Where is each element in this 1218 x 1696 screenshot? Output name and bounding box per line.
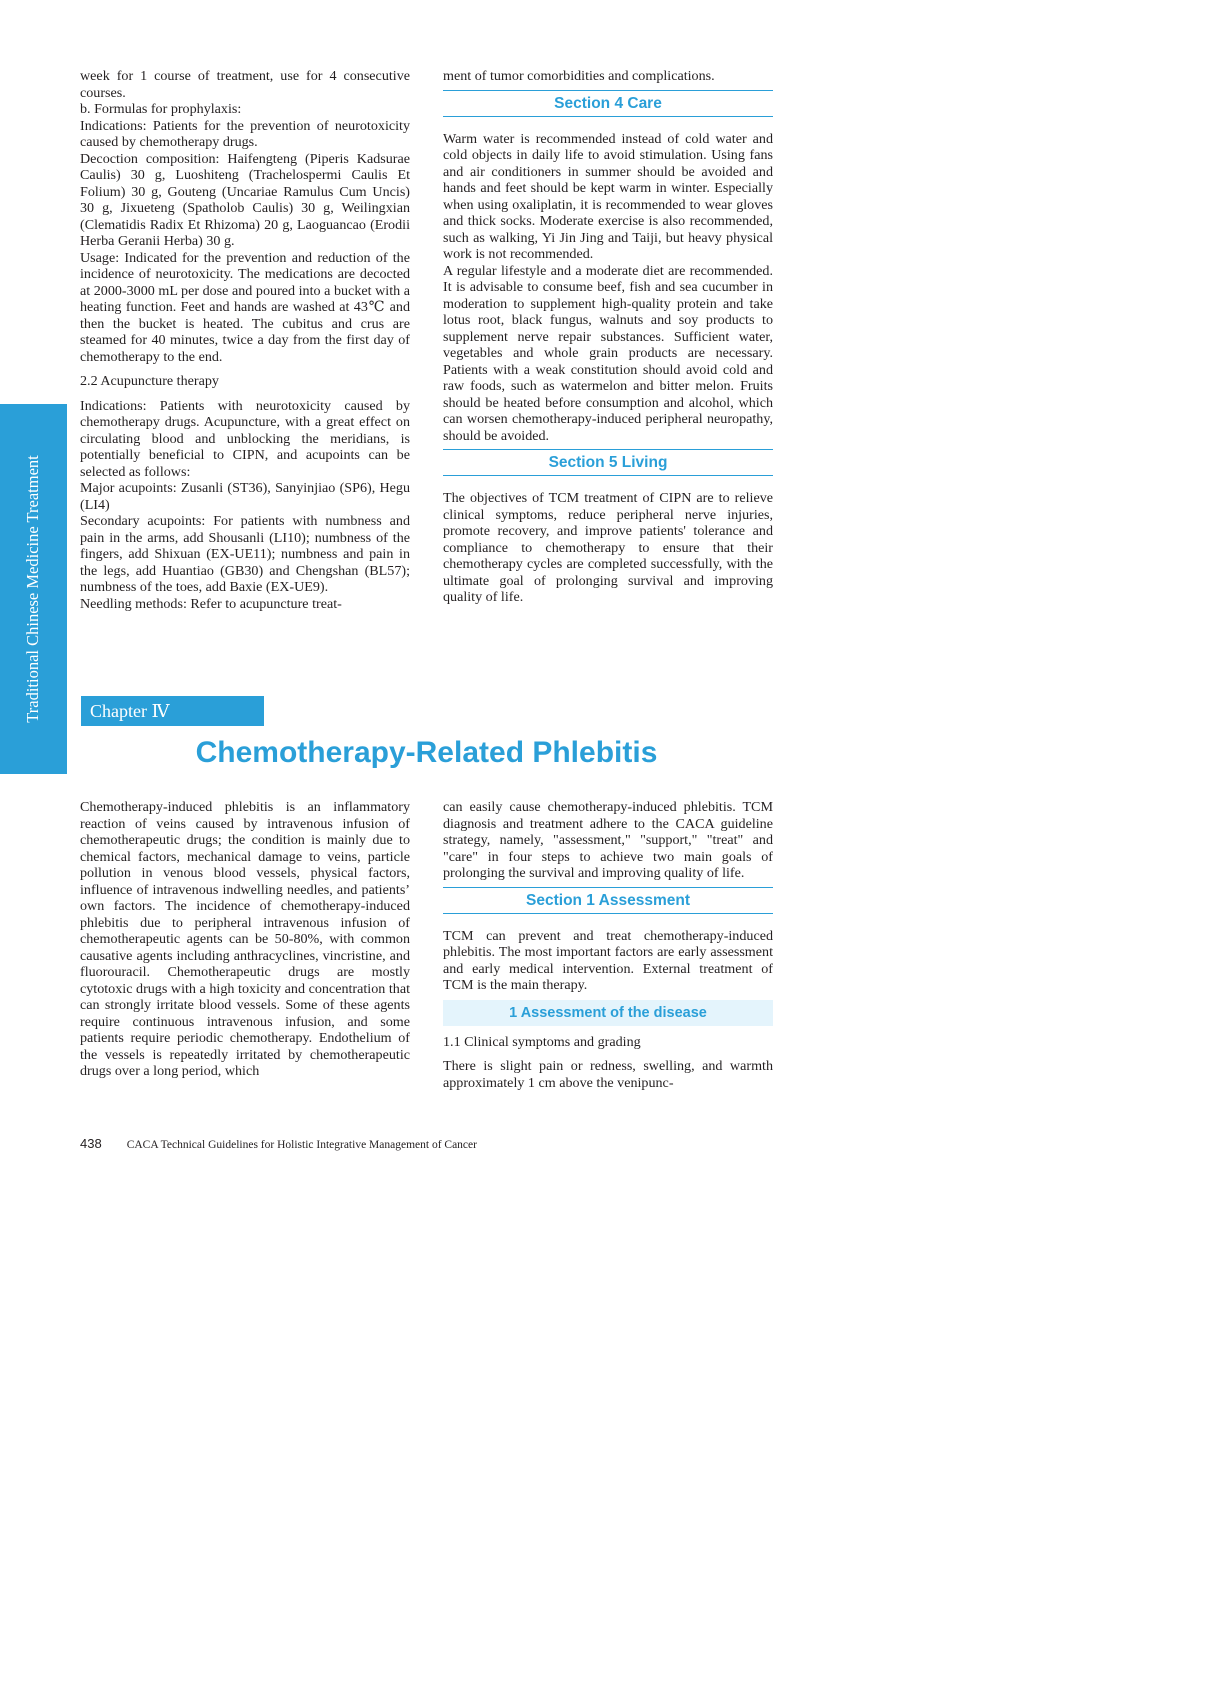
paragraph: Warm water is recommended instead of cold water and cold objects in daily life to avoid stimulation. Using fans and air conditioners in summer should be avoided and hands and feet should be kept warm in winter. Especially when using oxaliplatin, it is recommended to wear gloves and thick socks. Moderate exercise is also recommended, such as walking, Yi Jin Jing and Taiji, but heavy physical work is not recommended. <box>443 130 773 262</box>
paragraph: Usage: Indicated for the prevention and reduction of the incidence of neurotoxicity. The medications are decocted at 2000-3000 mL per dose and poured into a bucket with a heating function. Feet and hands are washed at 43℃ and then the bucket is heated. The cubitus and crus are steamed for 40 minutes, twice a day from the first day of chemotherapy to the end. <box>80 249 410 365</box>
paragraph: Indications: Patients with neurotoxicity caused by chemotherapy drugs. Acupuncture, with a great effect on circulating blood and unblocking the meridians, is potentially beneficial to CIPN, and acupoints can be selected as follows: <box>80 397 410 480</box>
section-1-heading: Section 1 Assessment <box>443 887 773 914</box>
paragraph: A regular lifestyle and a moderate diet are recommended. It is advisable to consume beef, fish and sea cucumber in moderation to supplement high-quality protein and take lotus root, black fungus, walnuts and soy products to supplement nerve repair substances. Sufficient water, vegetables and whole grain products are necessary. Patients with a weak constitution should avoid cold and raw foods, such as watermelon and bitter melon. Fruits should be heated before consumption and alcohol, which can worsen chemotherapy-induced peripheral neuropathy, should be avoided. <box>443 262 773 444</box>
paragraph: can easily cause chemotherapy-induced phlebitis. TCM diagnosis and treatment adhere to the CACA guideline strategy, namely, "assessment," "support," "treat" and "care" in four steps to achieve two main goals of prolonging the survival and improving quality of life. <box>443 799 773 881</box>
paragraph: Needling methods: Refer to acupuncture treat- <box>80 595 342 612</box>
left-column-bottom <box>80 799 410 1080</box>
paragraph: Decoction composition: Haifengteng (Piperis Kadsurae Caulis) 30 g, Luoshiteng (Trachelospermi Caulis Et Folium) 30 g, Gouteng (Uncariae Ramulus Cum Uncis) 30 g, Jixueteng (Spatholob Caulis) 30 g, Weilingxian (Clematidis Radix Et Rhizoma) 20 g, Laoguancao (Erodii Herba Geranii Herba) 30 g. <box>80 150 410 249</box>
paragraph: Major acupoints: Zusanli (ST36), Sanyinjiao (SP6), Hegu (LI4) <box>80 480 410 513</box>
side-tab-label: Traditional Chinese Medicine Treatment <box>23 455 42 723</box>
paragraph: ment of tumor comorbidities and complications. <box>443 68 715 84</box>
running-title: CACA Technical Guidelines for Holistic Integrative Management of Cancer <box>126 1139 477 1151</box>
right-column-bottom <box>443 799 773 1091</box>
paragraph: Chemotherapy-induced phlebitis is an inflammatory reaction of veins caused by intravenous infusion of chemotherapeutic drugs; the condition is mainly due to chemical factors, mechanical damage to veins, particle pollution in venous blood vessels, physical factors, influence of intravenous indwelling needles, and patients’ own factors. The incidence of chemotherapy-induced phlebitis due to peripheral intravenous infusion of chemotherapeutic agents can be 50-80%, with common causative agents including anthracyclines, vincristine, and fluorouracil. Chemotherapeutic drugs are mostly cytotoxic drugs with a high toxicity and concentration that can strongly irritate blood vessels. Some of these agents require continuous intravenous infusion, and some patients require periodic chemotherapy. Endothelium of the vessels is repeatedly irritated by chemotherapeutic drugs over a long period, which <box>80 799 410 1079</box>
right-column-top <box>443 68 773 606</box>
paragraph: Indications: Patients for the prevention of neurotoxicity caused by chemotherapy drugs. <box>80 117 410 150</box>
paragraph: The objectives of TCM treatment of CIPN are to relieve clinical symptoms, reduce peripheral nerve injuries, promote recovery, and improve patients' tolerance and compliance to chemotherapy to ensure that their chemotherapy cycles are completed successfully, with the ultimate goal of prolonging survival and improving quality of life. <box>443 490 773 605</box>
page-footer <box>80 1136 477 1152</box>
paragraph: week for 1 course of treatment, use for 4 consecutive courses. <box>80 68 410 101</box>
subheading-clinical: 1.1 Clinical symptoms and grading <box>443 1033 641 1050</box>
subsection-heading: 1 Assessment of the disease <box>443 1000 773 1026</box>
left-column-top <box>80 68 410 612</box>
subheading-acupuncture: 2.2 Acupuncture therapy <box>80 373 219 389</box>
paragraph: There is slight pain or redness, swelling, and warmth approximately 1 cm above the venipunc- <box>443 1058 773 1091</box>
chapter-title: Chemotherapy-Related Phlebitis <box>195 736 658 769</box>
page-number: 438 <box>80 1136 102 1151</box>
side-tab <box>0 404 67 774</box>
section-4-heading: Section 4 Care <box>443 90 773 117</box>
chapter-label: Chapter Ⅳ <box>81 696 264 726</box>
section-5-heading: Section 5 Living <box>443 449 773 476</box>
paragraph: TCM can prevent and treat chemotherapy-induced phlebitis. The most important factors are early assessment and early medical intervention. External treatment of TCM is the main therapy. <box>443 927 773 993</box>
paragraph: b. Formulas for prophylaxis: <box>80 101 242 117</box>
paragraph: Secondary acupoints: For patients with numbness and pain in the arms, add Shousanli (LI10); numbness of the fingers, add Shixuan (EX-UE11); numbness and pain in the legs, add Huantiao (GB30) and Chengshan (BL57); numbness of the toes, add Baxie (EX-UE9). <box>80 513 410 595</box>
